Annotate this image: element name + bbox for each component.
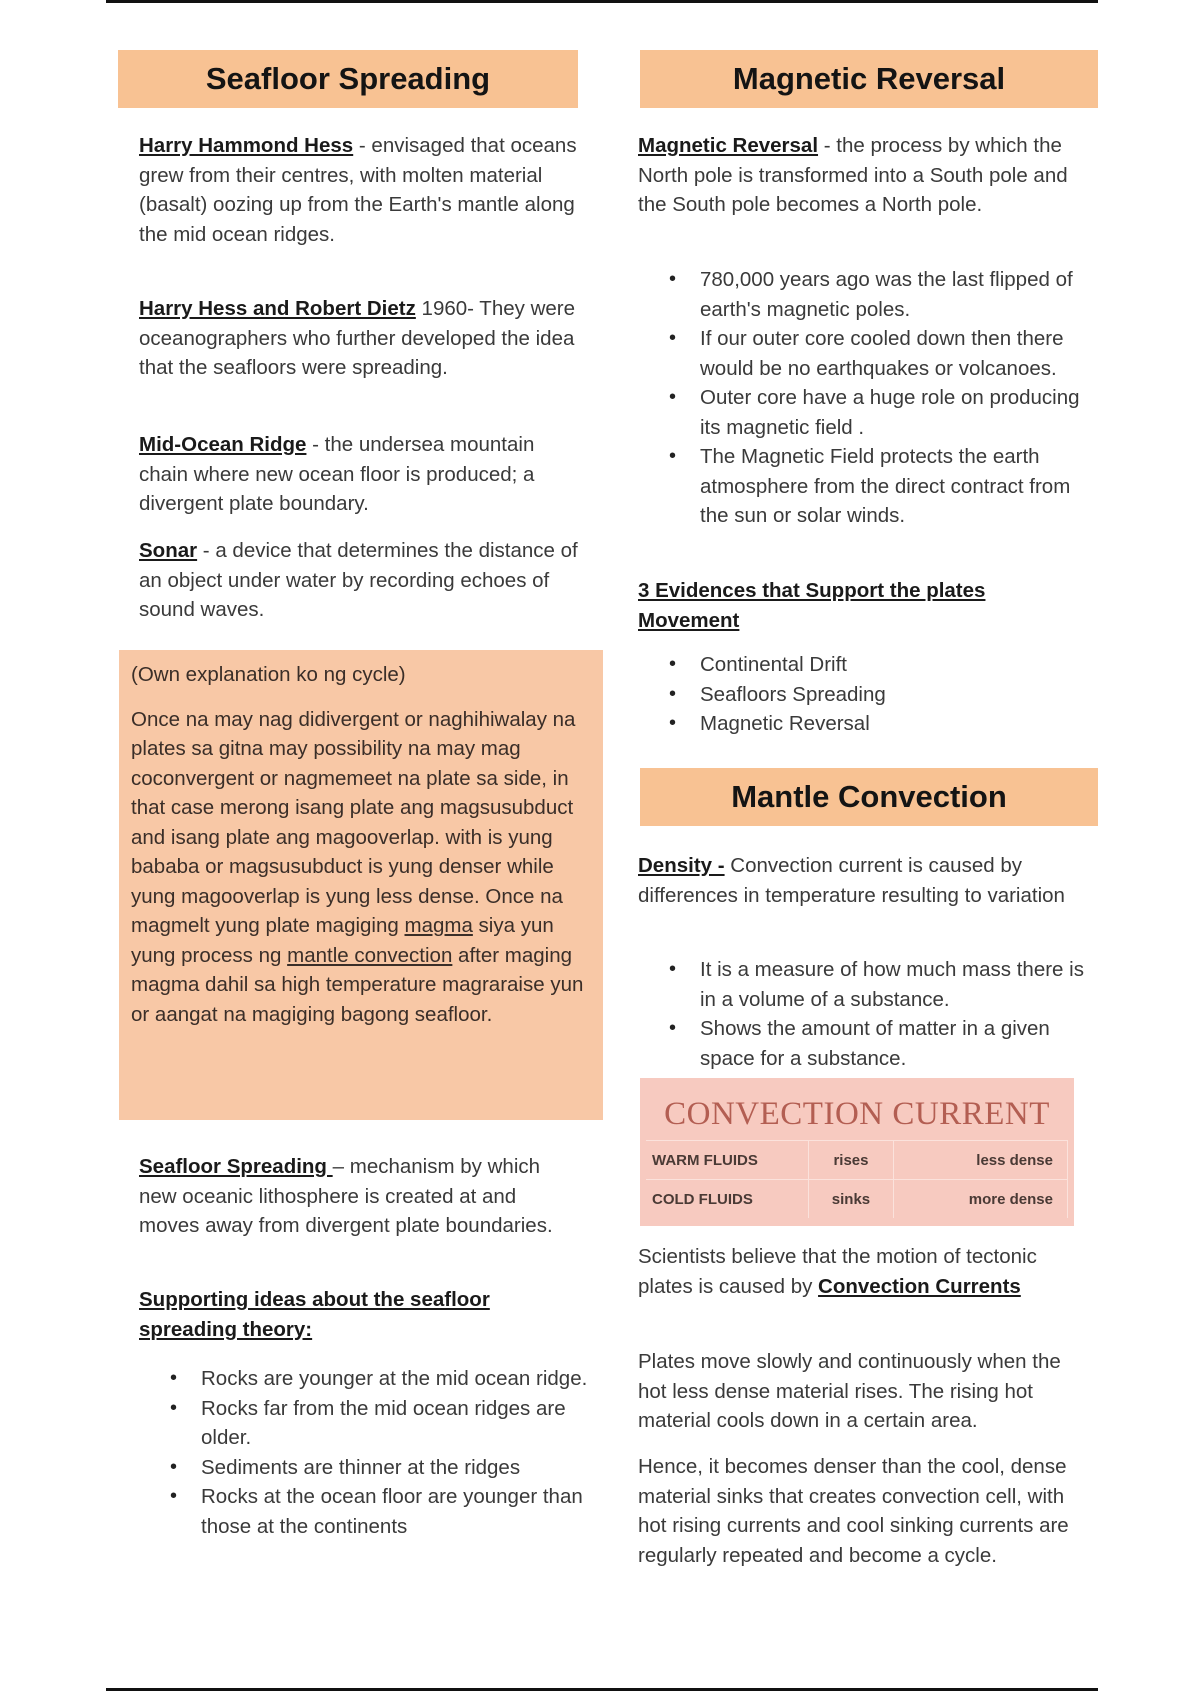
sonar-paragraph [139,536,579,625]
plates-move-paragraph [638,1347,1088,1436]
table-cell: less dense [893,1141,1067,1180]
convection-table [646,1140,1068,1218]
hess-dietz-text: 1960- They were oceanographers who further developed the idea that the seafloors were spreading. [139,297,575,379]
list-item: • Outer core have a huge role on producing its magnetic field . [638,383,1093,442]
mantle-convection-heading-text: Mantle Convection [731,779,1007,814]
density-text: Convection current is caused by differences in temperature resulting to variation [638,854,1065,907]
list-item: • Seafloors Spreading [638,680,1093,710]
density-term: Density - [638,854,725,877]
supporting-ideas-list [139,1364,594,1541]
list-item: • Magnetic Reversal [638,709,1093,739]
table-cell: more dense [893,1180,1067,1219]
hess-dietz-paragraph [139,294,579,383]
list-item: • Rocks at the ocean floor are younger than those at the continents [139,1482,594,1541]
table-row [646,1180,1068,1219]
ridge-term: Mid-Ocean Ridge [139,433,307,456]
list-item: • If our outer core cooled down then there would be no earthquakes or volcanoes. [638,324,1093,383]
supporting-ideas-title [139,1285,559,1344]
table-cell: sinks [809,1180,894,1219]
sonar-text: - a device that determines the distance of an object under water by recording echoes of sound waves. [139,539,578,621]
own-text-magma: magma [404,914,473,937]
list-item: • It is a measure of how much mass there is in a volume of a substance. [638,955,1093,1014]
table-row [646,1141,1068,1180]
hess-term: Harry Hammond Hess [139,134,354,157]
believe-text: Scientists believe that the motion of tectonic plates is caused by [638,1245,1037,1298]
seafloor-spreading-heading [118,50,578,108]
list-item: • Shows the amount of matter in a given space for a substance. [638,1014,1093,1073]
own-text-part-2: siya yun yung process ng [131,914,554,967]
magnetic-facts-list [638,265,1093,531]
list-item: • Continental Drift [638,650,1093,680]
evidences-list [638,650,1093,739]
convection-current-title: CONVECTION CURRENT [664,1096,1050,1132]
hence-paragraph [638,1452,1088,1570]
plates-move-text: Plates move slowly and continuously when the hot less dense material rises. The rising hot material cools down in a certain area. [638,1350,1061,1432]
evidences-title-text: 3 Evidences that Support the plates Movement [638,579,986,632]
list-item: • Sediments are thinner at the ridges [139,1453,594,1483]
list-item: • Rocks far from the mid ocean ridges are older. [139,1394,594,1453]
list-item: • The Magnetic Field protects the earth atmosphere from the direct contract from the sun or solar winds. [638,442,1093,531]
convection-current-table [640,1078,1074,1226]
own-text-mantle-convection: mantle convection [287,943,453,967]
magnetic-reversal-term: Magnetic Reversal [638,134,819,157]
density-paragraph [638,851,1083,910]
table-cell: WARM FLUIDS [646,1141,809,1180]
hess-dietz-term: Harry Hess and Robert Dietz [139,297,416,320]
spreading-term: Seafloor Spreading [139,1155,333,1178]
magnetic-reversal-heading-text: Magnetic Reversal [732,61,1006,96]
hence-text: Hence, it becomes denser than the cool, dense material sinks that creates convection cell, with hot rising currents and cool sinking currents are regularly repeated and become a cycle. [638,1455,1069,1567]
density-list [638,955,1093,1073]
sonar-term: Sonar [139,539,198,562]
list-item: • Rocks are younger at the mid ocean ridge. [139,1364,594,1394]
ridge-text: - the undersea mountain chain where new ocean floor is produced; a divergent plate boundary. [139,433,535,515]
supporting-title-text: Supporting ideas about the seafloor spreading theory: [139,1288,490,1341]
convection-currents-term: Convection Currents [818,1274,1021,1298]
mid-ocean-ridge-paragraph [139,430,579,519]
own-text-part-1: Once na may nag didivergent or naghihiwalay na plates sa gitna may possibility na may mag coconvergent or nagmemeet na plate sa side, in that case merong isang plate ang magsusubduct and isang plate ang magooverlap. with is yung bababa or magsusubduct is yung denser while yung magooverlap is yung less dense. Once na magmelt yung plate magiging [131,707,576,937]
bottom-rule [106,1688,1098,1691]
hess-paragraph [139,131,579,249]
list-item: • 780,000 years ago was the last flipped of earth's magnetic poles. [638,265,1093,324]
seafloor-spreading-definition [139,1152,579,1241]
hess-text: - envisaged that oceans grew from their centres, with molten material (basalt) oozing up from the Earth's mantle along the mid ocean ridges. [139,134,577,246]
top-rule [106,0,1098,3]
own-explanation-text [131,705,593,1030]
mantle-convection-heading [640,768,1098,826]
table-cell: COLD FLUIDS [646,1180,809,1219]
own-explanation-title: (Own explanation ko ng cycle) [131,663,406,686]
own-text-part-3: after maging magma dahil sa high temperature magraraise yun or aangat na magiging bagong seafloor. [131,943,584,1026]
own-explanation-box [119,650,603,1120]
scientists-believe-paragraph [638,1242,1088,1301]
table-cell: rises [809,1141,894,1180]
magnetic-reversal-definition [638,131,1078,220]
evidences-title [638,576,1038,635]
magnetic-reversal-heading [640,50,1098,108]
spreading-text: – mechanism by which new oceanic lithosphere is created at and moves away from divergent plate boundaries. [139,1155,553,1237]
seafloor-spreading-heading-text: Seafloor Spreading [205,61,491,96]
magnetic-reversal-text: - the process by which the North pole is transformed into a South pole and the South pole becomes a North pole. [638,134,1068,216]
